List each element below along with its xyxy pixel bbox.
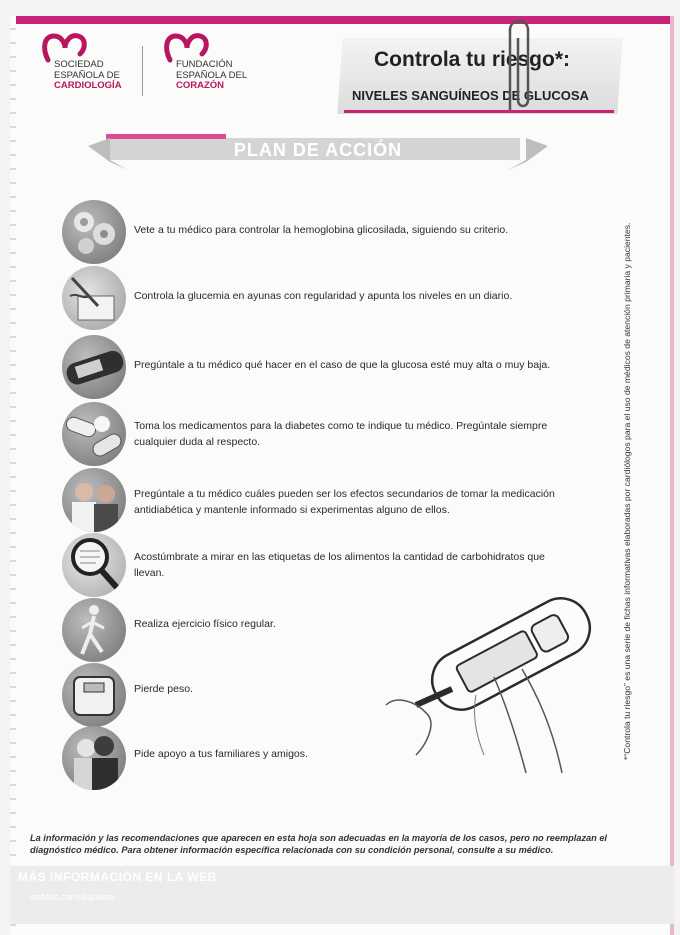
page-subtitle: NIVELES SANGUÍNEOS DE GLUCOSA — [352, 88, 589, 103]
logo-line: SOCIEDAD — [54, 59, 104, 70]
logo-line: ESPAÑOLA DEL — [176, 69, 248, 81]
logo-divider — [142, 46, 143, 96]
paperclip-icon — [498, 10, 538, 120]
magnifier-label-icon — [62, 533, 126, 597]
footer-more-info: MÁS INFORMACIÓN EN LA WEB — [18, 870, 217, 884]
list-item-text: Acostúmbrate a mirar en las etiquetas de los alimentos la cantidad de carbohidratos que llevan. — [134, 551, 545, 579]
list-item-text: Pregúntale a tu médico cuáles pueden ser los efectos secundarios de tomar la medicación antidiabética y mantenle informado si experimentas alguno de ellos. — [134, 488, 555, 516]
logo-line: FUNDACIÓN — [176, 59, 233, 70]
list-item — [62, 335, 551, 401]
title-underline — [344, 110, 614, 113]
list-item-text: Pregúntale a tu médico qué hacer en el caso de que la glucosa esté muy alta o muy baja. — [134, 359, 551, 371]
logo-line: ESPAÑOLA DE — [54, 69, 120, 81]
scale-icon — [62, 663, 126, 727]
fundacion-logo-text — [176, 60, 247, 92]
page-title: Controla tu riesgo*: — [374, 48, 571, 71]
list-item — [62, 266, 532, 332]
blood-cells-icon — [62, 200, 126, 264]
list-item — [62, 200, 532, 266]
writing-diary-icon — [62, 266, 126, 330]
family-support-icon — [62, 726, 126, 790]
list-item-text: Realiza ejercicio físico regular. — [134, 618, 276, 630]
pills-icon — [62, 402, 126, 466]
right-accent-edge — [670, 16, 674, 935]
left-scan-edge — [10, 16, 16, 935]
runner-icon — [62, 598, 126, 662]
footer-disclaimer: La información y las recomendaciones que aparecen en esta hoja son adecuadas en la mayoría de los casos, pero no reemplazan el diagnóstico médico. Para obtener información específica relacionada con su condición personal, consulte a su médico. — [30, 833, 607, 855]
title-banner — [340, 30, 620, 120]
list-item-text: Controla la glucemia en ayunas con regularidad y apunta los niveles en un diario. — [134, 290, 513, 302]
logo-line: CARDIOLOGÍA — [54, 80, 122, 91]
list-item-text: Vete a tu médico para controlar la hemoglobina glicosilada, siguiendo su criterio. — [134, 224, 509, 236]
plan-banner — [88, 132, 548, 172]
sociedad-logo-text — [54, 60, 122, 92]
footer-link[interactable]: webfec.com/diabetes — [30, 892, 115, 902]
list-item — [62, 468, 555, 534]
logo-line: CORAZÓN — [176, 80, 225, 91]
list-item — [62, 402, 548, 468]
glucometer-icon — [62, 335, 126, 399]
list-item-text: Toma los medicamentos para la diabetes como te indique tu médico. Pregúntale siempre cualquier duda al respecto. — [134, 420, 548, 448]
plan-title: PLAN DE ACCIÓN — [233, 140, 403, 160]
doctor-patient-icon — [62, 468, 126, 532]
list-item-text: Pide apoyo a tus familiares y amigos. — [134, 748, 308, 760]
top-accent-band — [10, 16, 674, 24]
side-note: *“Controla tu riesgo” es una serie de fichas informativas elaboradas por cardiólogos para el uso de médicos de atención primaria y pacientes. — [622, 222, 632, 760]
glucometer-illustration-icon — [376, 585, 601, 775]
list-item-text: Pierde peso. — [134, 683, 193, 695]
